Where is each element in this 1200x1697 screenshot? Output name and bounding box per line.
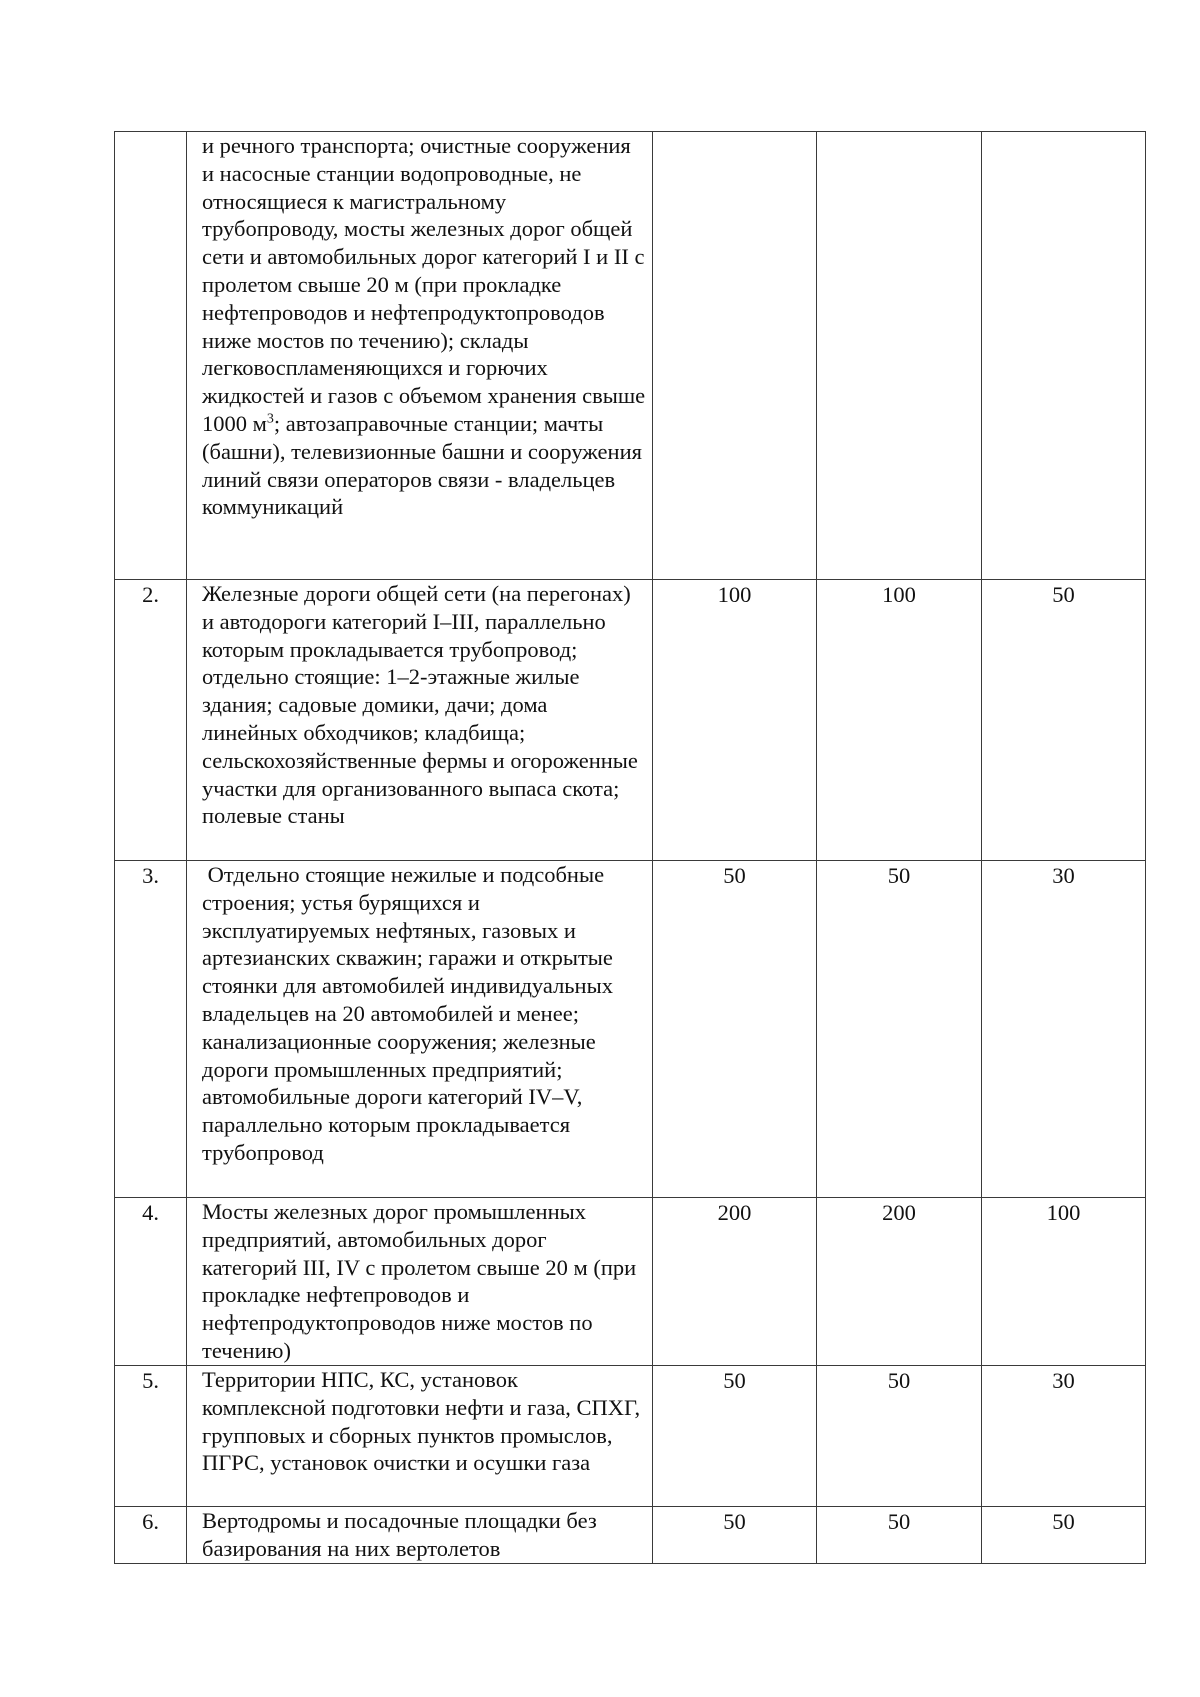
row-value-3: 100 <box>982 1198 1146 1366</box>
row-number: 2. <box>115 580 187 861</box>
row-number <box>115 132 187 580</box>
row-value-1: 50 <box>653 1507 817 1564</box>
row-value-3: 30 <box>982 861 1146 1198</box>
row-number: 4. <box>115 1198 187 1366</box>
row-value-3: 50 <box>982 580 1146 861</box>
row-value-2: 200 <box>817 1198 982 1366</box>
row-value-3: 30 <box>982 1366 1146 1507</box>
row-value-1: 50 <box>653 1366 817 1507</box>
table-row <box>115 1507 1146 1564</box>
row-value-3 <box>982 132 1146 580</box>
row-description-part: и речного транспорта; очистные сооружения и насосные станции водопроводные, не относящиеся к магистральному трубопроводу, мосты железных дорог общей сети и автомобильных дорог категорий I и II с пролетом свыше 20 м (при прокладке нефтепроводов и нефтепродуктопроводов ниже мостов по течению); склады легковоспламеняющихся и горючих жидкостей и газов с объемом хранения свыше 1000 м <box>202 133 646 436</box>
table-row <box>115 1198 1146 1366</box>
row-number: 6. <box>115 1507 187 1564</box>
row-value-2: 100 <box>817 580 982 861</box>
row-value-1 <box>653 132 817 580</box>
row-value-3: 50 <box>982 1507 1146 1564</box>
row-description: Железные дороги общей сети (на перегонах) и автодороги категорий I–III, параллельно которым прокладывается трубопровод; отдельно стоящие: 1–2-этажные жилые здания; садовые домики, дачи; дома линейных обходчиков; кладбища; сельскохозяйственные фермы и огороженные участки для организованного выпаса скота; полевые станы <box>187 580 653 861</box>
table-row <box>115 1366 1146 1507</box>
row-value-2: 50 <box>817 1366 982 1507</box>
row-description: Мосты железных дорог промышленных предприятий, автомобильных дорог категорий III, IV с пролетом свыше 20 м (при прокладке нефтепроводов и нефтепродуктопроводов ниже мостов по течению) <box>187 1198 653 1366</box>
row-value-2: 50 <box>817 861 982 1198</box>
row-description: Территории НПС, КС, установок комплексной подготовки нефти и газа, СПХГ, групповых и сборных пунктов промыслов, ПГРС, установок очистки и осушки газа <box>187 1366 653 1507</box>
row-number: 5. <box>115 1366 187 1507</box>
row-value-2: 50 <box>817 1507 982 1564</box>
row-description: Отдельно стоящие нежилые и подсобные строения; устья бурящихся и эксплуатируемых нефтяных, газовых и артезианских скважин; гаражи и открытые стоянки для автомобилей индивидуальных владельцев на 20 автомобилей и менее; канализационные сооружения; железные дороги промышленных предприятий; автомобильные дороги категорий IV–V, параллельно которым прокладывается трубопровод <box>187 861 653 1198</box>
row-value-1: 200 <box>653 1198 817 1366</box>
table-row <box>115 132 1146 580</box>
row-value-1: 100 <box>653 580 817 861</box>
row-value-2 <box>817 132 982 580</box>
distance-table <box>114 131 1146 1564</box>
row-number: 3. <box>115 861 187 1198</box>
row-description-part: ; автозаправочные станции; мачты (башни), телевизионные башни и сооружения линий связи операторов связи - владельцев коммуникаций <box>202 410 642 520</box>
row-description: Вертодромы и посадочные площадки без базирования на них вертолетов <box>187 1507 653 1564</box>
row-value-1: 50 <box>653 861 817 1198</box>
row-description <box>187 132 653 580</box>
superscript-cubic: 3 <box>266 411 274 427</box>
table-row <box>115 861 1146 1198</box>
table-row <box>115 580 1146 861</box>
